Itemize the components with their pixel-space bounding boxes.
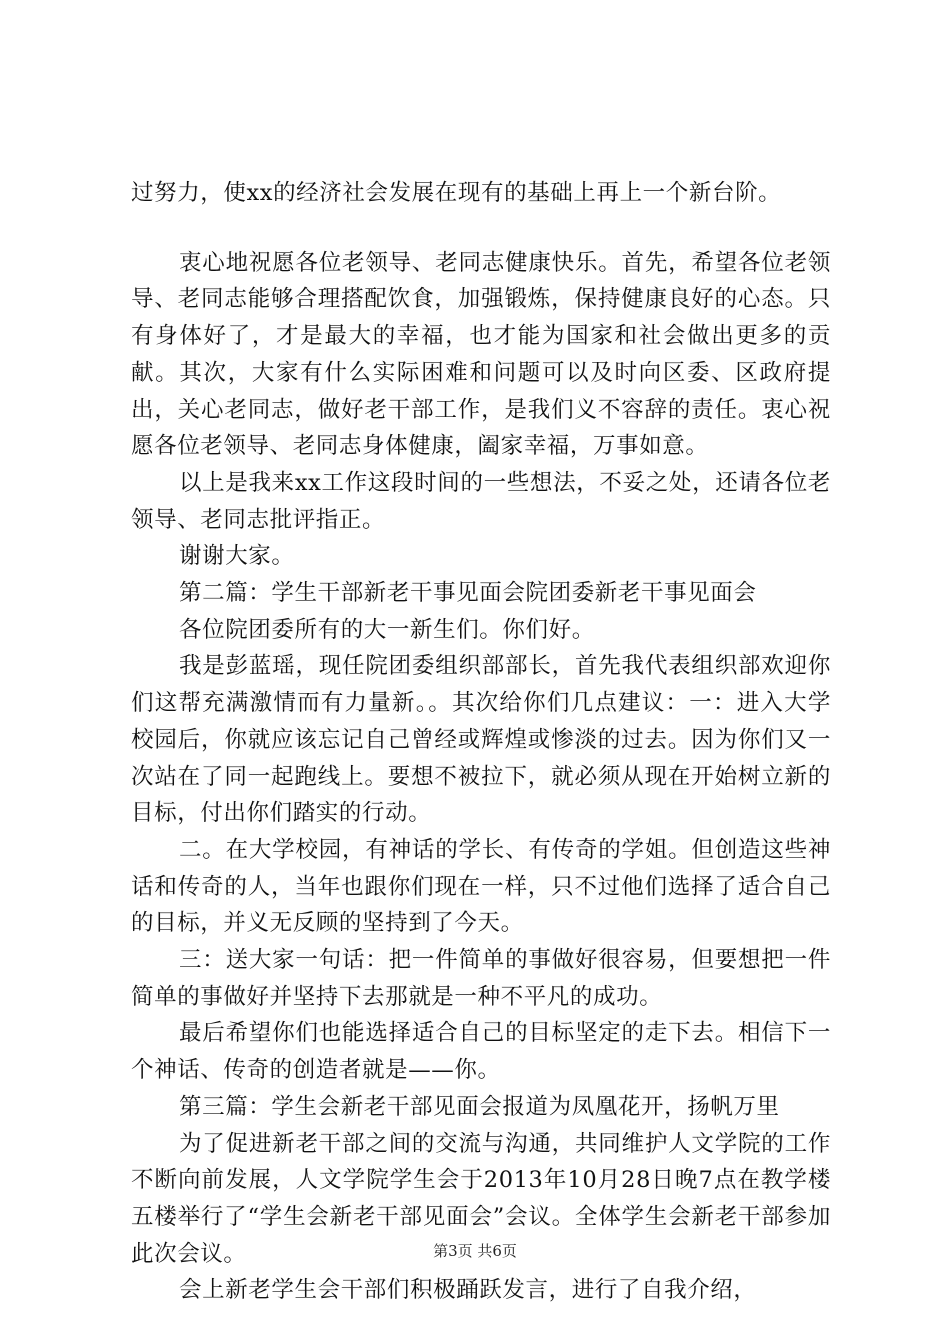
paragraph: 会上新老学生会干部们积极踊跃发言，进行了自我介绍， xyxy=(179,1277,757,1304)
paragraph: 谢谢大家。 xyxy=(179,543,295,570)
paragraph: 以上是我来xx工作这段时间的一些想法，不妥之处，还请各位老领导、老同志批评指正。 xyxy=(131,469,831,533)
paragraph: 二。在大学校园，有神话的学长、有传奇的学姐。但创造这些神话和传奇的人，当年也跟你们现在一样，只不过他们选择了适合自己的目标，并义无反顾的坚持到了今天。 xyxy=(131,836,831,937)
paragraph: 各位院团委所有的大一新生们。你们好。 xyxy=(179,616,595,643)
paragraph: 过努力，使xx的经济社会发展在现有的基础上再上一个新台阶。 xyxy=(131,180,782,206)
page-number: 第3页 共6页 xyxy=(433,1242,517,1260)
paragraph: 三：送大家一句话：把一件简单的事做好很容易，但要想把一件简单的事做好并坚持下去那就是一种不平凡的成功。 xyxy=(131,947,831,1010)
paragraph: 为了促进新老干部之间的交流与沟通，共同维护人文学院的工作不断向前发展，人文学院学生会于2013年10月28日晚7点在教学楼五楼举行了“学生会新老干部见面会”会议。全体学生会新老干部参加此次会议。 xyxy=(131,1130,831,1267)
paragraph: 最后希望你们也能选择适合自己的目标坚定的走下去。相信下一个神话、传奇的创造者就是——你。 xyxy=(131,1020,831,1084)
document-body xyxy=(131,175,831,1309)
section-heading: 第二篇：学生干部新老干事见面会院团委新老干事见面会 xyxy=(179,580,757,607)
paragraph: 衷心地祝愿各位老领导、老同志健康快乐。首先，希望各位老领导、老同志能够合理搭配饮食，加强锻炼，保持健康良好的心态。只有身体好了，才是最大的幸福，也才能为国家和社会做出更多的贡献。其次，大家有什么实际困难和问题可以及时向区委、区政府提出，关心老同志，做好老干部工作，是我们义不容辞的责任。衷心祝愿各位老领导、老同志身体健康，阖家幸福，万事如意。 xyxy=(131,249,831,460)
section-heading: 第三篇：学生会新老干部见面会报道为凤凰花开，扬帆万里 xyxy=(179,1093,780,1120)
paragraph: 我是彭蓝瑶，现任院团委组织部部长，首先我代表组织部欢迎你们这帮充满激情而有力量新。。其次给你们几点建议：一：进入大学校园后，你就应该忘记自己曾经或辉煌或惨淡的过去。因为你们又一次站在了同一起跑线上。要想不被拉下，就必须从现在开始树立新的目标，付出你们踏实的行动。 xyxy=(131,653,831,827)
